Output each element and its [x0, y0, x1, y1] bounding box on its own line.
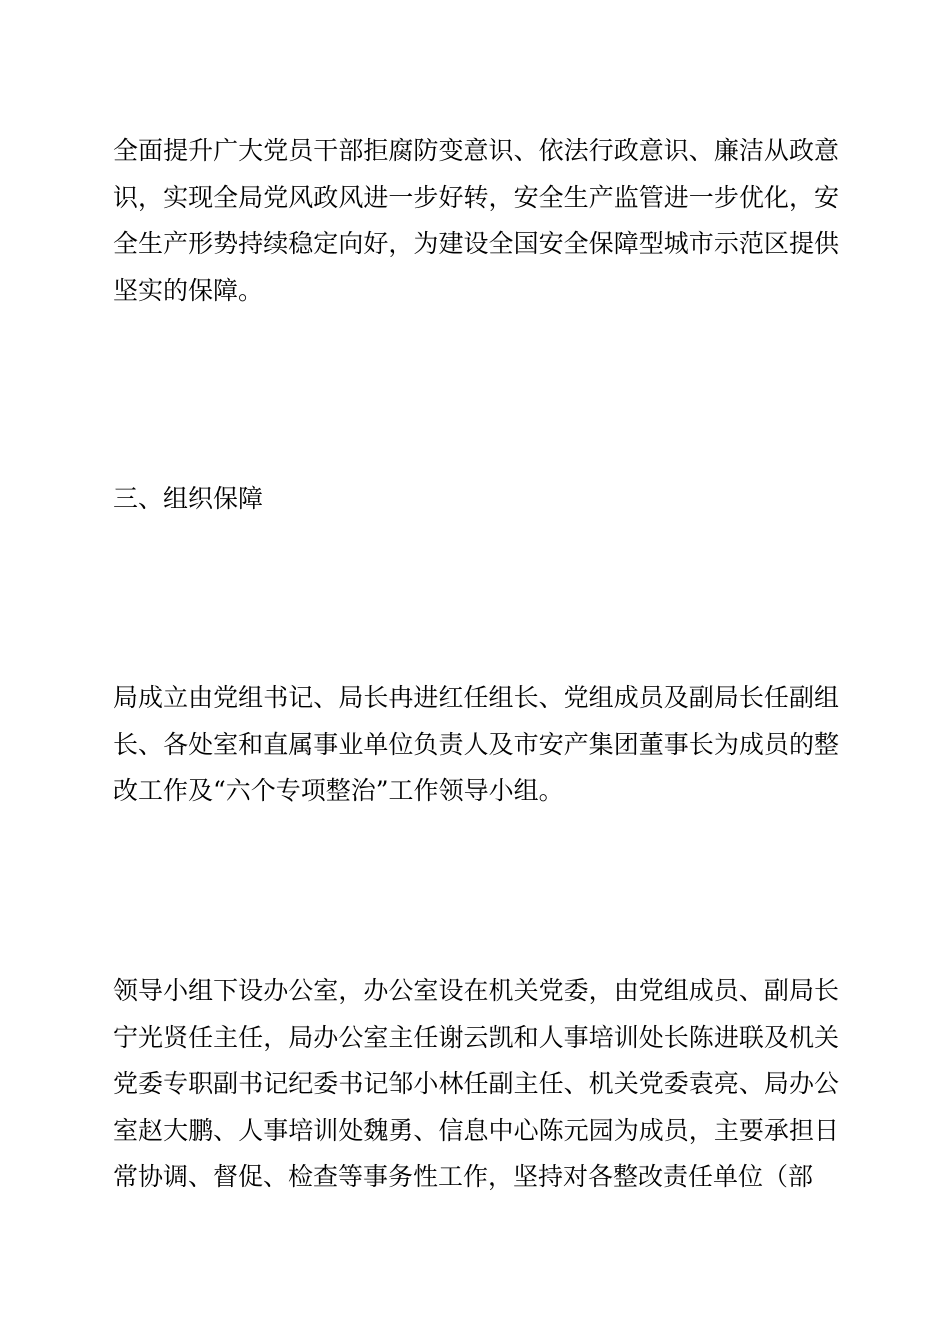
paragraph-office: 领导小组下设办公室，办公室设在机关党委，由党组成员、副局长宁光贤任主任，局办公室主任谢云凯和人事培训处长陈进联及机关党委专职副书记纪委书记邹小林任副主任、机关党委袁亮、局办公室赵大鹏、人事培训处魏勇、信息中心陈元园为成员，主要承担日常协调、督促、检查等事务性工作，坚持对各整改责任单位（部 — [113, 976, 839, 1191]
paragraph-goal: 全面提升广大党员干部拒腐防变意识、依法行政意识、廉洁从政意识，实现全局党风政风进一步好转，安全生产监管进一步优化，安全生产形势持续稳定向好，为建设全国安全保障型城市示范区提供坚实的保障。 — [113, 136, 839, 305]
paragraph-leading-group: 局成立由党组书记、局长冉进红任组长、党组成员及副局长任副组长、各处室和直属事业单位负责人及市安产集团董事长为成员的整改工作及“六个专项整治”工作领导小组。 — [113, 683, 839, 805]
section-heading-organization: 三、组织保障 — [113, 484, 264, 513]
